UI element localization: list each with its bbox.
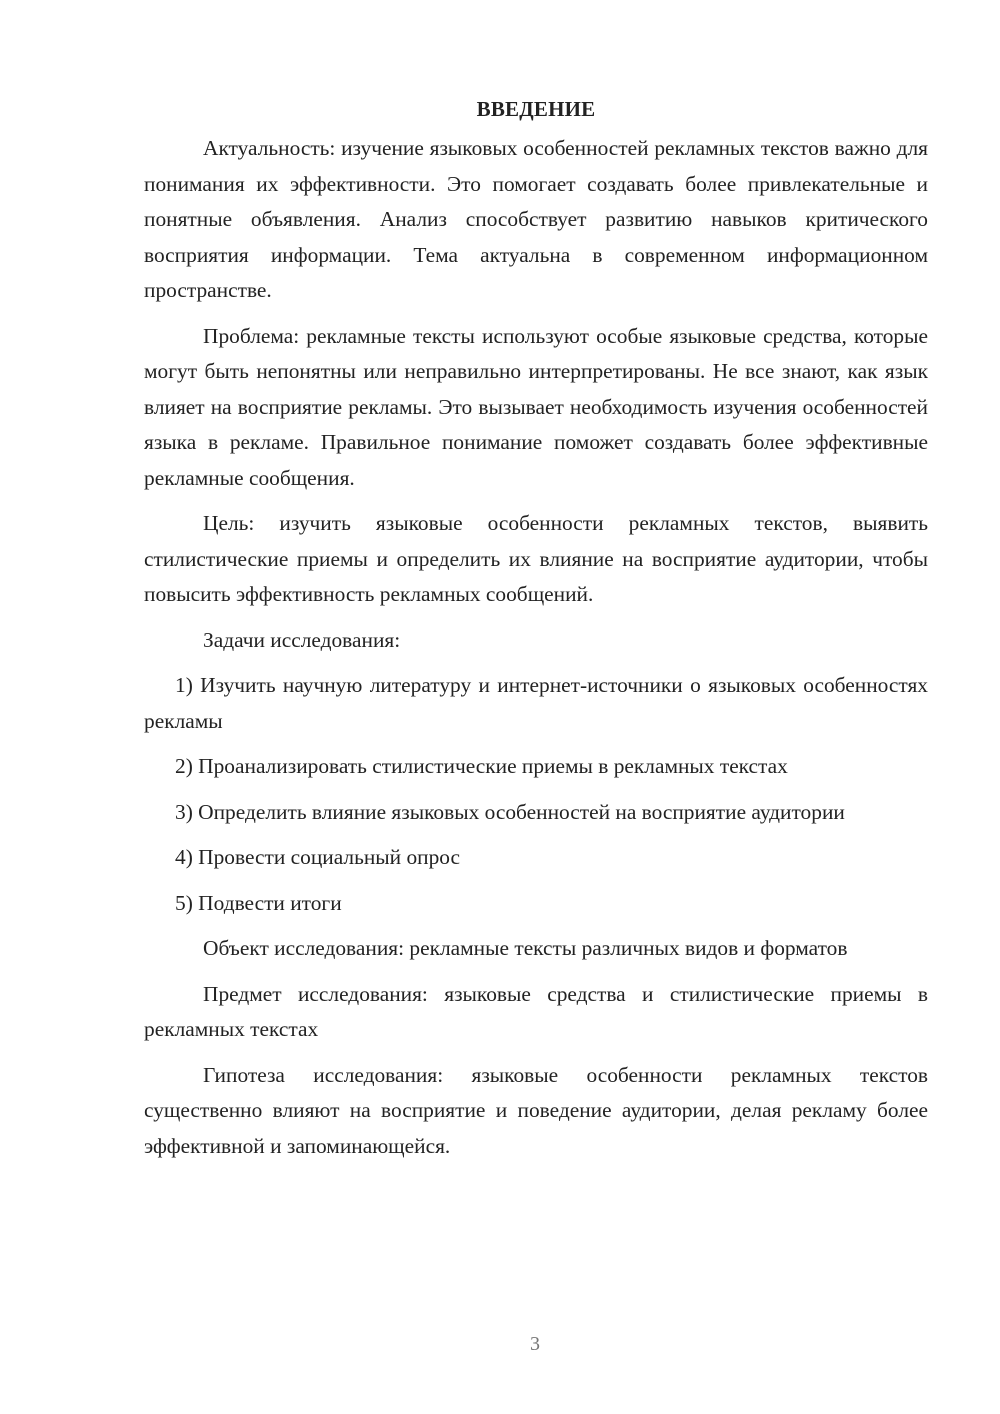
page-number: 3 xyxy=(530,1333,540,1355)
paragraph-relevance: Актуальность: изучение языковых особенностей рекламных текстов важно для понимания их эффективности. Это помогает создавать более привлекательные и понятные объявления. Анализ способствует развитию навыков критического восприятия информации. Тема актуальна в современном информационном пространстве. xyxy=(144,136,928,302)
task-item-3: 3) Определить влияние языковых особенностей на восприятие аудитории xyxy=(175,799,845,824)
paragraph-subject: Предмет исследования: языковые средства и стилистические приемы в рекламных текстах xyxy=(144,981,928,1041)
paragraph-tasks-intro: Задачи исследования: xyxy=(203,627,401,652)
paragraph-hypothesis: Гипотеза исследования: языковые особенности рекламных текстов существенно влияют на восприятие и поведение аудитории, делая рекламу более эффективной и запоминающейся. xyxy=(144,1062,928,1158)
paragraph-problem: Проблема: рекламные тексты используют особые языковые средства, которые могут быть непонятны или неправильно интерпретированы. Не все знают, как язык влияет на восприятие рекламы. Это вызывает необходимость изучения особенностей языка в рекламе. Правильное понимание поможет создавать более эффективные рекламные сообщения. xyxy=(144,323,928,490)
document-page xyxy=(144,92,928,1164)
paragraph-object: Объект исследования: рекламные тексты различных видов и форматов xyxy=(203,936,848,960)
section-heading: ВВЕДЕНИЕ xyxy=(476,97,596,121)
task-item-4: 4) Провести социальный опрос xyxy=(175,845,461,869)
task-item-5: 5) Подвести итоги xyxy=(175,890,342,915)
paragraph-goal: Цель: изучить языковые особенности рекламных текстов, выявить стилистические приемы и определить их влияние на восприятие аудитории, чтобы повысить эффективность рекламных сообщений. xyxy=(144,511,928,606)
task-item-2: 2) Проанализировать стилистические приемы в рекламных текстах xyxy=(175,754,788,778)
task-item-1: 1) Изучить научную литературу и интернет-источники о языковых особенностях рекламы xyxy=(144,673,928,733)
